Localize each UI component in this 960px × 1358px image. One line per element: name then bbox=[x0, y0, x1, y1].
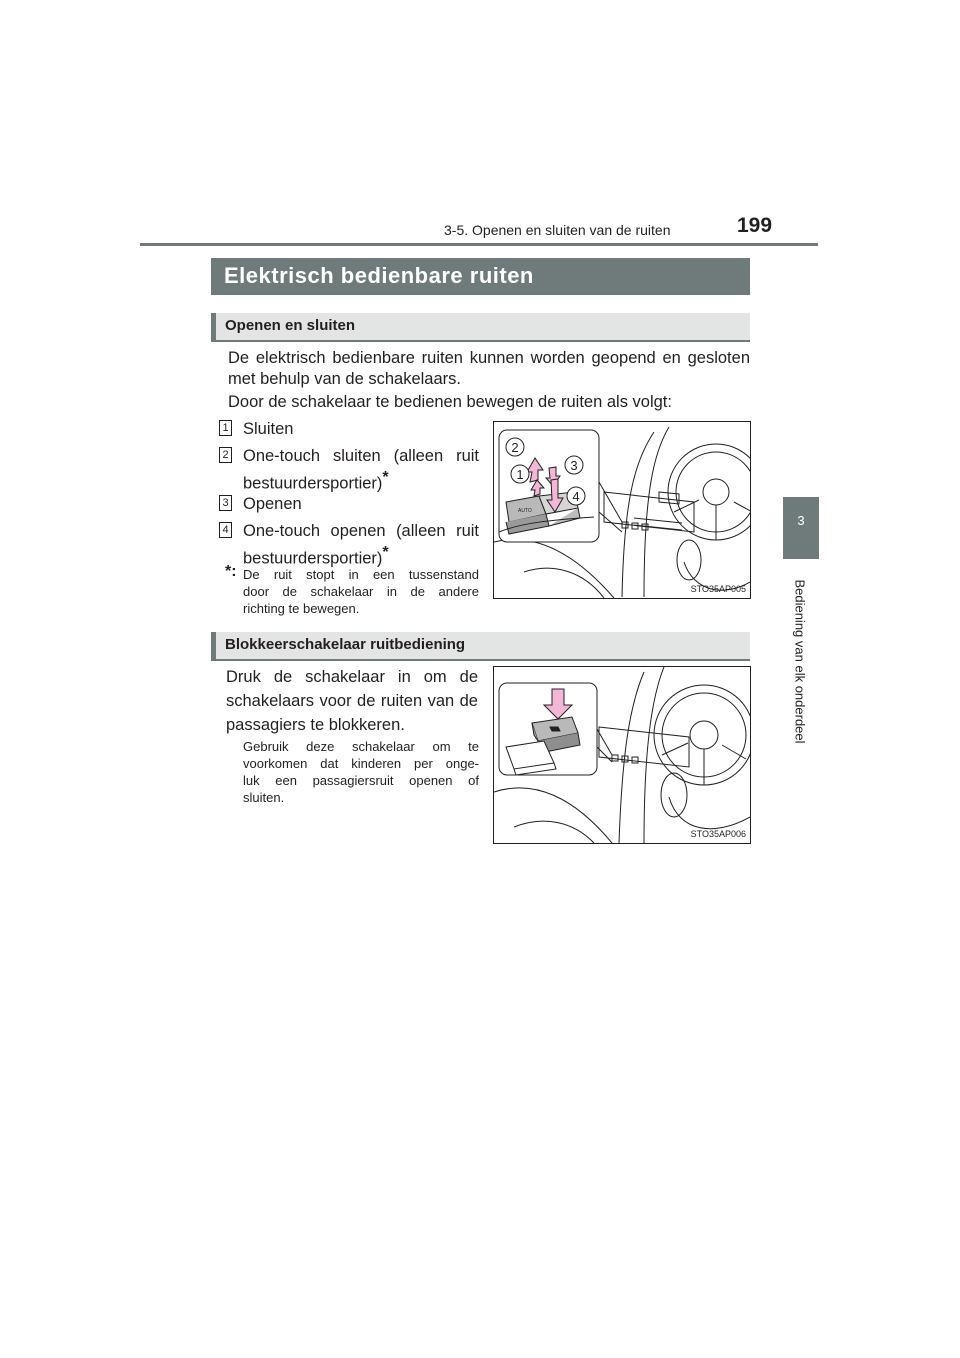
section-title: Blokkeerschakelaar ruitbediening bbox=[225, 636, 466, 653]
item-number-4: 4 bbox=[219, 522, 232, 538]
section-marker bbox=[211, 632, 216, 661]
callout-4: 4 bbox=[572, 489, 580, 504]
asterisk-4: * bbox=[382, 544, 389, 561]
callout-1: 1 bbox=[516, 467, 524, 482]
intro-line-1: De elektrisch bedienbare ruiten kunnen worden geopend en gesloten bbox=[228, 349, 750, 367]
main-title-bar bbox=[211, 258, 750, 295]
window-switch-illustration bbox=[494, 422, 750, 598]
item-number-3: 3 bbox=[219, 495, 232, 511]
lock-note-line-1: Gebruik deze schakelaar om te bbox=[243, 739, 479, 754]
item-text-2 bbox=[243, 445, 479, 495]
item-4-line-1: One-touch openen (alleen ruit bbox=[243, 522, 479, 540]
section-header-blokkeer bbox=[211, 632, 750, 661]
lock-note-line-2: voorkomen dat kinderen per onge- bbox=[243, 756, 479, 771]
footnote-line-2: door de schakelaar in de andere bbox=[243, 584, 479, 599]
chapter-number: 3 bbox=[797, 513, 805, 528]
header-section-title: 3-5. Openen en sluiten van de ruiten bbox=[444, 222, 671, 238]
lock-line-2: schakelaars voor de ruiten van de bbox=[226, 692, 478, 710]
switch-auto-label: AUTO bbox=[518, 508, 532, 514]
header-rule bbox=[140, 243, 818, 246]
figure-lock-switch bbox=[493, 666, 751, 844]
lock-switch-illustration bbox=[494, 667, 750, 843]
intro-line-3: Door de schakelaar te bedienen bewegen de ruiten als volgt: bbox=[228, 393, 672, 411]
chapter-tab bbox=[783, 497, 819, 559]
intro-paragraph bbox=[228, 348, 750, 413]
section-title: Openen en sluiten bbox=[225, 317, 356, 334]
chapter-label-container bbox=[780, 566, 820, 756]
footnote-line-3: richting te bewegen. bbox=[243, 601, 360, 616]
section-header-openen bbox=[211, 313, 750, 342]
main-title: Elektrisch bedienbare ruiten bbox=[224, 263, 534, 288]
figure-code-1: STO35AP005 bbox=[690, 584, 746, 594]
lock-note-line-3: luk een passagiersruit openen of bbox=[243, 773, 479, 788]
footnote bbox=[243, 566, 479, 617]
intro-line-2: met behulp van de schakelaars. bbox=[228, 370, 461, 388]
footnote-marker: *: bbox=[225, 563, 237, 580]
lock-note-line-4: sluiten. bbox=[243, 790, 285, 805]
callout-2: 2 bbox=[511, 440, 519, 455]
chapter-label: Bediening van elk onderdeel bbox=[792, 579, 808, 744]
lock-line-1: Druk de schakelaar in om de bbox=[226, 668, 478, 686]
item-text-3: Openen bbox=[243, 495, 302, 513]
item-number-2: 2 bbox=[219, 447, 232, 463]
callout-3: 3 bbox=[570, 458, 578, 473]
item-number-1: 1 bbox=[219, 420, 232, 436]
item-2-line-2: bestuurdersportier) bbox=[243, 474, 383, 493]
page-number: 199 bbox=[737, 214, 773, 237]
asterisk-2: * bbox=[382, 469, 389, 486]
section-marker bbox=[211, 313, 216, 342]
item-4-line-2: bestuurdersportier) bbox=[243, 549, 383, 568]
figure-code-2: STO35AP006 bbox=[690, 829, 746, 839]
item-text-1: Sluiten bbox=[243, 420, 294, 438]
item-2-line-1: One-touch sluiten (alleen ruit bbox=[243, 447, 479, 465]
footnote-line-1: De ruit stopt in een tussenstand bbox=[243, 567, 479, 582]
figure-window-switch bbox=[493, 421, 751, 599]
item-text-4 bbox=[243, 520, 479, 570]
lock-note bbox=[243, 738, 479, 806]
lock-line-3: passagiers te blokkeren. bbox=[226, 716, 405, 734]
lock-paragraph bbox=[226, 665, 478, 737]
